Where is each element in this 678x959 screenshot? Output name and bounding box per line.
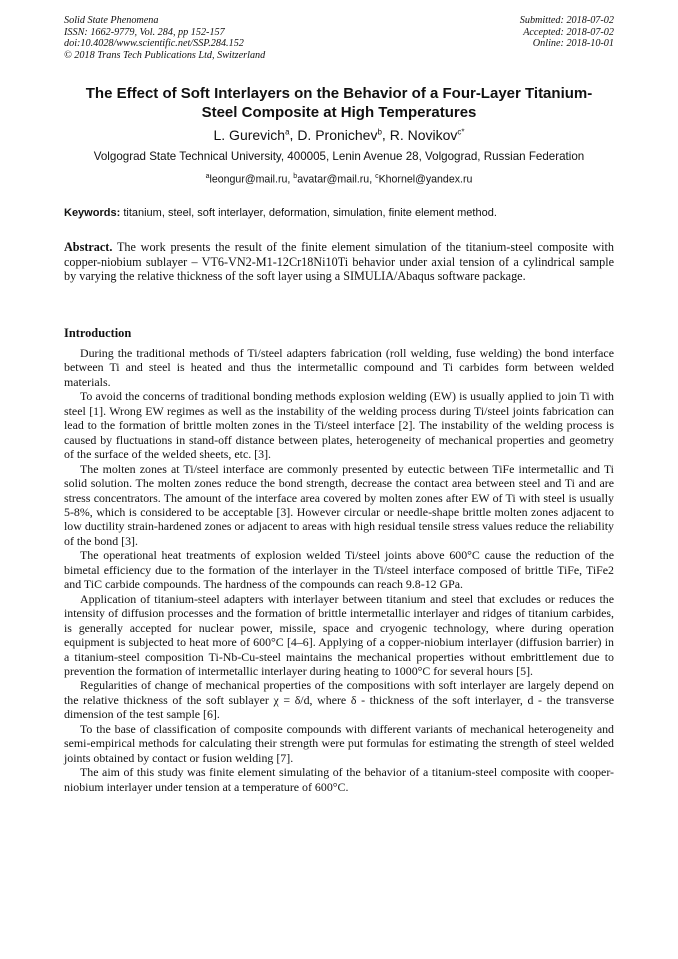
email-marker: b bbox=[293, 173, 298, 180]
online-date: Online: 2018-10-01 bbox=[532, 38, 614, 50]
email-list: $^a$leongur@mail.ru, $^b$avatar@mail.ru, $^c$Khornel@yandex.ru bbox=[205, 173, 473, 186]
keywords-block bbox=[64, 206, 614, 220]
keywords-text: titanium, steel, soft interlayer, deformation, simulation, finite element method. bbox=[123, 207, 497, 219]
paragraph: To avoid the concerns of traditional bonding methods explosion welding (EW) is usually applied to join Ti with steel [1]. Wrong EW regimes as well as the instability of the welding process during Ti/steel joints fabrication can lead to the formation of brittle molten zones in the Ti/steel interface [2]. The instability of the welding process is caused by fluctuations in stand-off distance between plates, heterogeneity of mechanical properties and geometry of the surface of the welded sheets, etc. [3]. bbox=[64, 389, 614, 462]
affiliation: Volgograd State Technical University, 400005, Lenin Avenue 28, Volgograd, Russian Federation bbox=[93, 150, 585, 163]
keywords-label: Keywords: bbox=[64, 207, 121, 219]
author-marker: a bbox=[285, 127, 290, 136]
author-marker: c* bbox=[457, 127, 465, 136]
abstract-block bbox=[64, 240, 614, 284]
email-address[interactable]: leongur@mail.ru bbox=[209, 173, 288, 186]
paper-title bbox=[40, 84, 638, 122]
author bbox=[213, 127, 289, 143]
email-address[interactable]: Khornel@yandex.ru bbox=[378, 173, 473, 186]
author bbox=[390, 127, 465, 143]
introduction-body bbox=[64, 346, 614, 794]
paragraph: To the base of classification of composite compounds with different variants of mechanical heterogeneity and semi-empirical methods for calculating their strength were put formulas for estimating the strength of steel welded joints obtained by contact or fusion welding [7]. bbox=[64, 721, 614, 765]
title-line-1: The Effect of Soft Interlayers on the Behavior of a Four-Layer Titanium- bbox=[85, 85, 593, 102]
journal-name: Solid State Phenomena bbox=[64, 15, 159, 26]
doi-line: doi:10.4028/www.scientific.net/SSP.284.152 bbox=[64, 38, 244, 50]
author bbox=[297, 127, 382, 143]
section-heading: Introduction bbox=[64, 326, 132, 340]
author-list: L. Gurevich$^a$, D. Pronichev$^b$, R. Novikov$^{c*}$ bbox=[213, 126, 465, 143]
author-name: L. Gurevich bbox=[213, 126, 286, 143]
copyright-line: © 2018 Trans Tech Publications Ltd, Switzerland bbox=[64, 49, 266, 61]
email-marker: a bbox=[205, 173, 210, 180]
submitted-date: Submitted: 2018-07-02 bbox=[519, 15, 614, 26]
author-name: D. Pronichev bbox=[297, 126, 378, 143]
accepted-date: Accepted: 2018-07-02 bbox=[523, 26, 614, 38]
email-address[interactable]: avatar@mail.ru bbox=[297, 173, 370, 186]
abstract-text: The work presents the result of the finite element simulation of the titanium-steel composite with copper-niobium sublayer – VT6-VN2-M1-12Cr18Ni10Ti behavior under axial tension of a cylindrical sample by varying the relative thickness of the soft layer using a SIMULIA/Abaqus software package. bbox=[64, 240, 615, 284]
journal-info bbox=[64, 15, 265, 61]
paragraph: Application of titanium-steel adapters with interlayer between titanium and steel that excludes or reduces the intensity of diffusion processes and the formation of brittle intermetallic interlayer and ridges of titanium carbides, is generally accepted for nuclear power, missile, space and cryogenic technology, where during operation equipment is subjected to heat more of 600°C [4–6]. Applying of a copper-niobium interlayer (diffusion barrier) in a titanium-steel composition Ti-Nb-Cu-steel maintains the mechanical properties without embrittlement due to prevention the formation of intermetallic interlayer during heating to 1000°C for several hours [5]. bbox=[64, 591, 614, 678]
title-line-2: Steel Composite at High Temperatures bbox=[201, 104, 477, 121]
paragraph: Regularities of change of mechanical properties of the compositions with soft interlayer are largely depend on the relative thickness of the soft sublayer χ = δ/d, where δ - thickness of the soft interlayer, d - the transverse dimension of the test sample [6]. bbox=[64, 678, 614, 722]
abstract-label: Abstract. bbox=[64, 240, 113, 254]
submission-dates bbox=[520, 15, 614, 50]
author-name: R. Novikov bbox=[389, 126, 458, 143]
author-marker: b bbox=[377, 127, 382, 136]
paragraph: The operational heat treatments of explosion welded Ti/steel joints above 600°C cause the reduction of the bimetal efficiency due to the formation of the interlayer in the Ti/steel interface composed of brittle TiFe, TiFe2 and TiC carbide compounds. The hardness of the compounds can reach 9.8-12 GPa. bbox=[64, 548, 614, 592]
paragraph: During the traditional methods of Ti/steel adapters fabrication (roll welding, fuse welding) the bond interface between Ti and steel is heated and thus the intermetallic compound and Ti carbides form between welded materials. bbox=[64, 346, 614, 389]
email-marker: c bbox=[375, 173, 379, 180]
paragraph: The aim of this study was finite element simulating of the behavior of a titanium-steel composite with cooper-niobium interlayer under tension at a temperature of 600°C. bbox=[64, 765, 614, 794]
issn-line: ISSN: 1662-9779, Vol. 284, pp 152-157 bbox=[64, 26, 225, 38]
paragraph: The molten zones at Ti/steel interface are commonly presented by eutectic between TiFe intermetallic and Ti solid solution. The molten zones reduce the bond strength, decrease the contact area between steel and Ti and are stress concentrators. The amount of the interface area covered by molten zones after EW of Ti with steel is usually 5-8%, which is considered to be acceptable [3]. However circular or needle-shape brittle molten zones adjacent to low ductility strain-hardened zones or adjacent to areas with high residual tensile stress values reduce the reliability of the bond [3]. bbox=[64, 461, 614, 548]
